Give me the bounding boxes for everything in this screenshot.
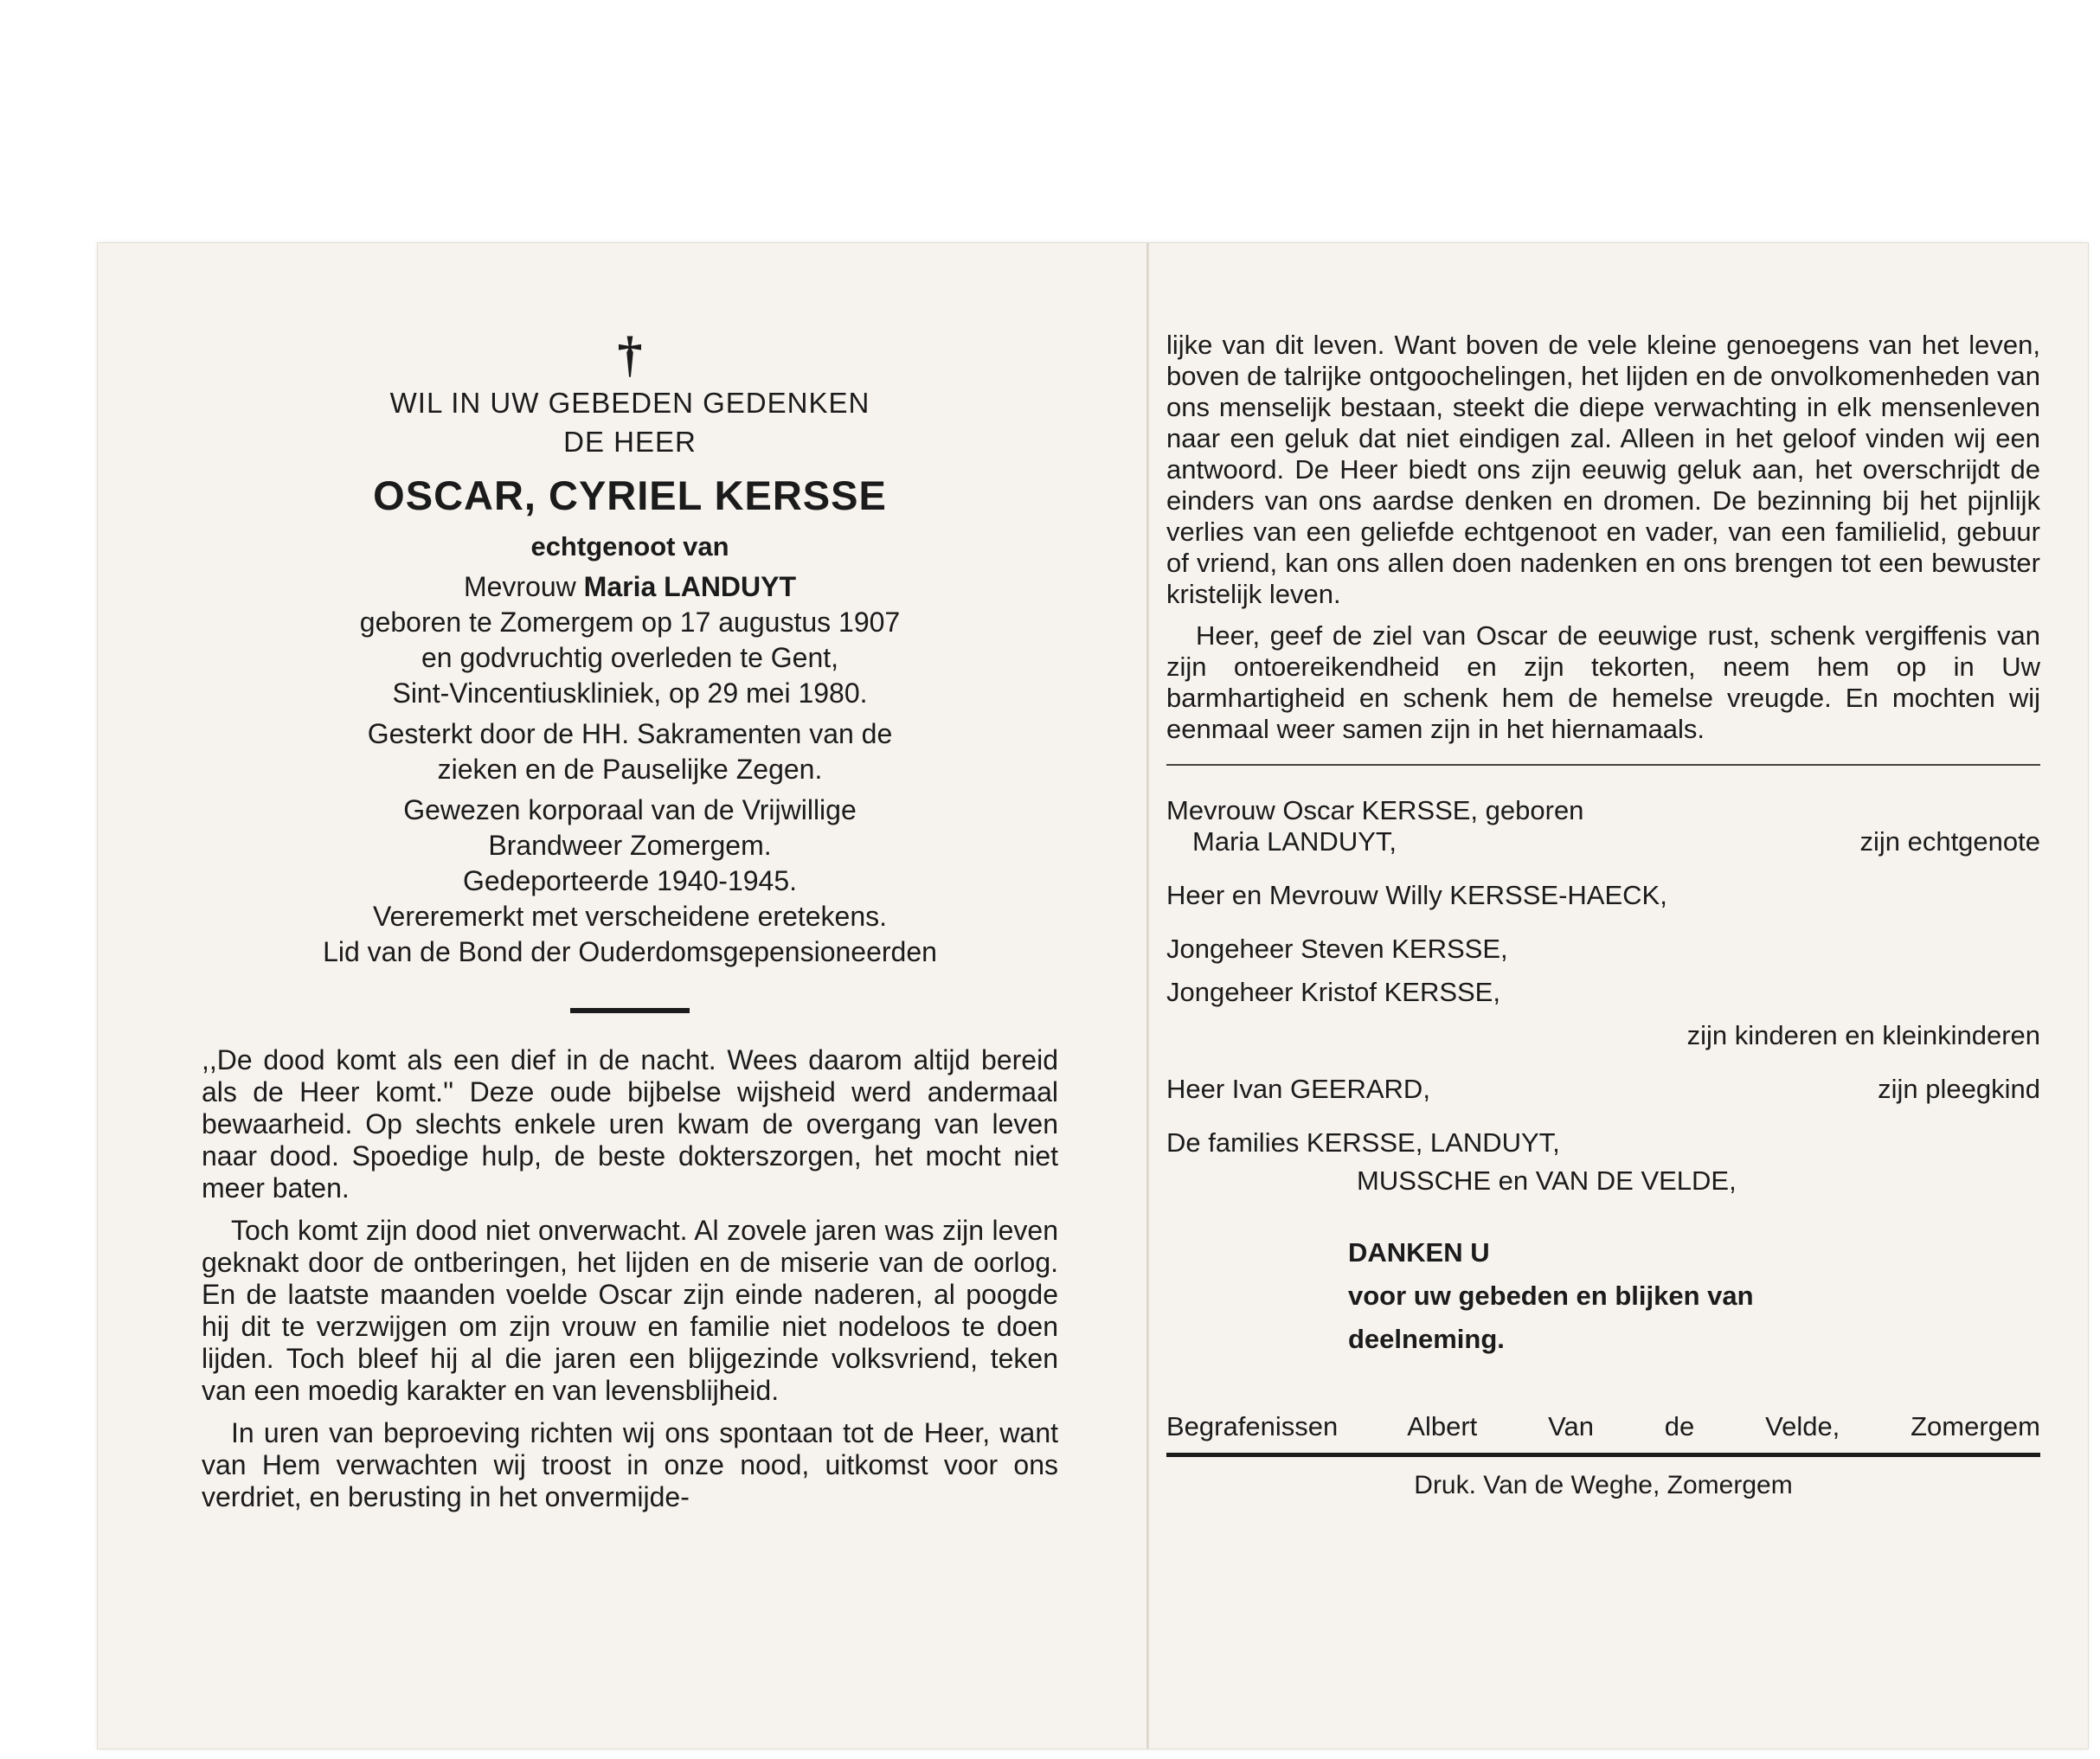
widow-line: Mevrouw Oscar KERSSE, geboren: [1166, 795, 1584, 825]
header-line-2: DE HEER: [563, 426, 697, 458]
paragraph: Toch komt zijn dood niet onverwacht. Al zovele jaren was zijn leven geknakt door de ontberingen, het lijden en de miserie van de oorlog. En de laatste maanden voelde Oscar zijn einde naderen, al poogde hij dit te verzwijgen om zijn vrouw en familie niet nodeloos te doen lijden. Toch bleef hij al die jaren een blijgezinde volksvriend, teken van een moedig karakter en van levensblijheid.: [202, 1215, 1058, 1406]
memorial-card: [97, 242, 2089, 1749]
paragraph: ,,De dood komt als een dief in de nacht. Wees daarom altijd bereid als de Heer komt.'' Deze oude bijbelse wijsheid werd andermaal bewaarheid. Op slechts enkele uren kwam de overgang van leven naar dood. Spoedige hulp, de beste dokterszorgen, het mocht niet meer baten.: [202, 1044, 1058, 1204]
thanks-block: [1166, 1231, 2040, 1361]
foster-name: Heer Ivan GEERARD,: [1166, 1074, 1430, 1104]
cross-icon: †: [617, 326, 643, 382]
families-line: MUSSCHE en VAN DE VELDE,: [1357, 1165, 1737, 1196]
spouse-intro: echtgenoot van: [530, 531, 729, 562]
info-line: geboren te Zomergem op 17 augustus 1907: [359, 607, 901, 638]
family-list: [1166, 795, 2040, 1197]
left-panel: [202, 243, 1058, 1749]
info-line: Vereremerkt met verscheidene eretekens.: [372, 901, 888, 932]
spouse-name: Maria LANDUYT: [583, 571, 797, 602]
undertaker: Begrafenissen Albert Van de Velde, Zomergem: [1166, 1411, 2040, 1441]
info-line: Sint-Vincentiuskliniek, op 29 mei 1980.: [392, 677, 868, 709]
foster-row: [1166, 1074, 2040, 1105]
foster-role: zijn pleegkind: [1878, 1074, 2040, 1104]
widow-role: zijn echtgenote: [1859, 826, 2040, 857]
header-line-1: WIL IN UW GEBEDEN GEDENKEN: [389, 387, 870, 419]
spouse-line: [202, 569, 1058, 605]
children-role: zijn kinderen en kleinkinderen: [1686, 1020, 2040, 1050]
paragraph: Heer, geef de ziel van Oscar de eeuwige rust, schenk vergiffenis van zijn ontoereikendheid en zijn tekorten, neem hem op in Uw barmhartigheid en schenk hem de hemelse vreugde. En mochten wij eenmaal weer samen zijn in het hiernamaals.: [1166, 620, 2040, 744]
widow-row: [1166, 826, 2040, 857]
card-fold: [1146, 243, 1149, 1749]
divider: [1166, 764, 2040, 766]
grandchild-line: Jongeheer Steven KERSSE,: [1166, 934, 1508, 964]
info-line: Gewezen korporaal van de Vrijwillige: [403, 794, 857, 825]
child-line: Heer en Mevrouw Willy KERSSE-HAECK,: [1166, 880, 1667, 910]
info-line: zieken en de Pauselijke Zegen.: [437, 754, 823, 785]
info-line: Lid van de Bond der Ouderdomsgepensioneerden: [323, 936, 937, 967]
printer: Druk. Van de Weghe, Zomergem: [1414, 1471, 1793, 1499]
info-line: Gedeporteerde 1940-1945.: [462, 865, 798, 896]
divider: [570, 1008, 690, 1013]
divider: [1166, 1453, 2040, 1457]
right-panel: [1166, 243, 2040, 1749]
thanks-line: deelneming.: [1348, 1324, 1505, 1354]
paragraph: In uren van beproeving richten wij ons spontaan tot de Heer, want van Hem verwachten wij troost in onze nood, uitkomst voor ons verdriet, en berusting in het onvermijde-: [202, 1417, 1058, 1512]
info-line: Gesterkt door de HH. Sakramenten van de: [367, 718, 893, 749]
info-line: en godvruchtig overleden te Gent,: [421, 642, 839, 673]
thanks-line: voor uw gebeden en blijken van: [1348, 1281, 1754, 1311]
deceased-name: OSCAR, CYRIEL KERSSE: [373, 472, 887, 518]
info-line: Brandweer Zomergem.: [488, 830, 772, 861]
spouse-prefix: Mevrouw: [463, 571, 576, 602]
thanks-line: DANKEN U: [1348, 1237, 1490, 1268]
paragraph: lijke van dit leven. Want boven de vele kleine genoegens van het leven, boven de talrijke ontgoochelingen, het lijden en de onvolkomenheden van ons menselijk bestaan, steekt die diepe verwachting in elk mensenleven naar een geluk dat niet eindigen zal. Alleen in het geloof vinden wij een antwoord. De Heer biedt ons zijn eeuwig geluk aan, het overschrijdt de einders van ons aardse denken en dromen. De bezinning bij het pijnlijk verlies van een geliefde echtgenoot en vader, van een familielid, gebuur of vriend, kan ons allen doen nadenken en ons brengen tot een bewuster kristelijk leven.: [1166, 330, 2040, 609]
widow-name: Maria LANDUYT,: [1192, 826, 1397, 857]
families-line: De families KERSSE, LANDUYT,: [1166, 1127, 1560, 1158]
grandchild-line: Jongeheer Kristof KERSSE,: [1166, 977, 1500, 1007]
